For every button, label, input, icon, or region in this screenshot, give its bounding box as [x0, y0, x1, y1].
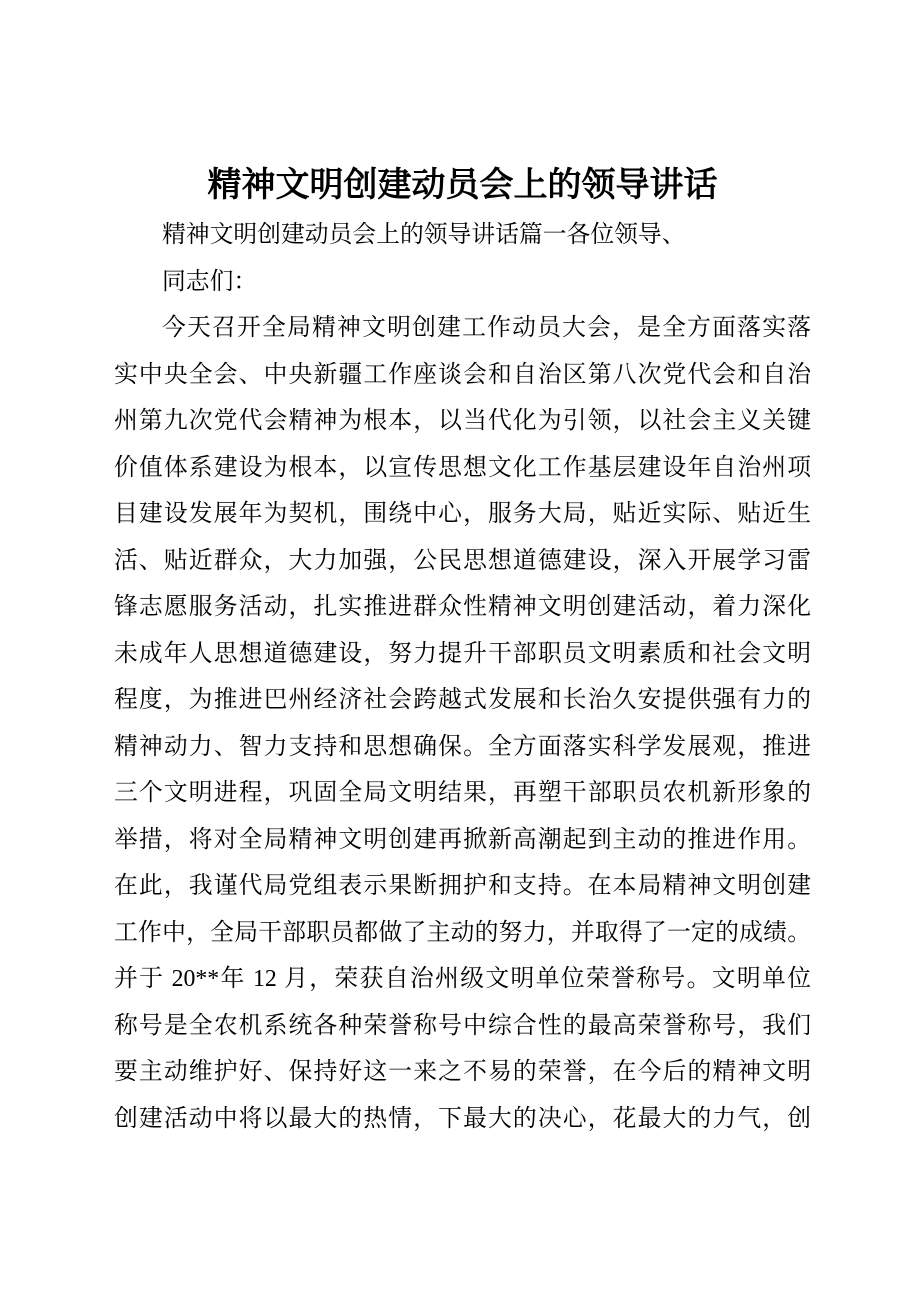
text-line: 精神文明创建动员会上的领导讲话篇一各位领导、: [162, 222, 686, 248]
text-line: 创建活动中将以最大的热情，下最大的决心，花最大的力气，创: [114, 1105, 811, 1132]
text-line: 三个文明进程，巩固全局文明结果，再塑干部职员农机新形象的: [114, 780, 811, 806]
text-line: 目建设发展年为契机，围绕中心，服务大局，贴近实际、贴近生: [114, 501, 811, 527]
text-line: 未成年人思想道德建设，努力提升干部职员文明素质和社会文明: [114, 640, 811, 667]
text-line: 同志们：: [162, 268, 258, 295]
text-line: 价值体系建设为根本，以宣传思想文化工作基层建设年自治州项: [114, 454, 811, 481]
text-line: 要主动维护好、保持好这一来之不易的荣誉，在今后的精神文明: [114, 1059, 811, 1085]
text-line: 实中央全会、中央新疆工作座谈会和自治区第八次党代会和自治: [114, 361, 811, 388]
document-body: [114, 212, 811, 1142]
text-line: 今天召开全局精神文明创建工作动员大会，是全方面落实落: [162, 315, 811, 341]
text-line: 并于 20**年 12 月，荣获自治州级文明单位荣誉称号。文明单位: [114, 966, 811, 992]
text-line: 程度，为推进巴州经济社会跨越式发展和长治久安提供强有力的: [114, 687, 811, 713]
text-line: 州第九次党代会精神为根本，以当代化为引领，以社会主义关键: [114, 408, 811, 434]
text-line: 精神动力、智力支持和思想确保。全方面落实科学发展观，推进: [114, 733, 811, 760]
text-line: 在此，我谨代局党组表示果断拥护和支持。在本局精神文明创建: [114, 873, 811, 899]
text-line: 锋志愿服务活动，扎实推进群众性精神文明创建活动，着力深化: [114, 594, 811, 620]
document-title: 精神文明创建动员会上的领导讲话: [207, 166, 718, 204]
text-line: 工作中，全局干部职员都做了主动的努力，并取得了一定的成绩。: [114, 919, 811, 946]
text-line: 称号是全农机系统各种荣誉称号中综合性的最高荣誉称号，我们: [114, 1012, 811, 1039]
text-line: 活、贴近群众，大力加强，公民思想道德建设，深入开展学习雷: [114, 547, 811, 574]
text-line: 举措，将对全局精神文明创建再掀新高潮起到主动的推进作用。: [114, 826, 811, 853]
